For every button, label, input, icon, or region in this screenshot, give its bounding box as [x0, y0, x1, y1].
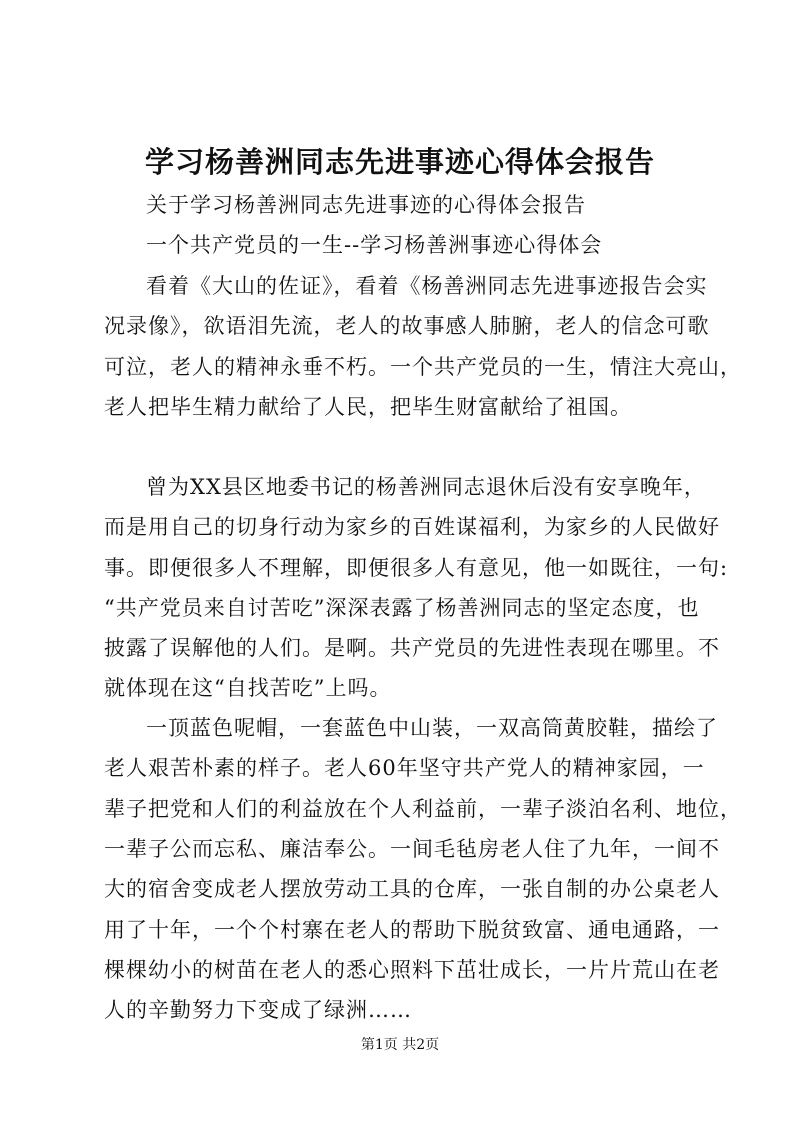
- text-line: 老人把毕生精力献给了人民，把毕生财富献给了祖国。: [104, 395, 632, 419]
- text-line: 一辈子公而忘私、廉洁奉公。一间毛毡房老人住了九年，一间不: [104, 837, 720, 861]
- text-line: 关于学习杨善洲同志先进事迹的心得体会报告: [146, 193, 586, 217]
- text-line: 曾为XX县区地委书记的杨善洲同志退休后没有安享晚年，: [146, 475, 706, 499]
- text-line: 可泣，老人的精神永垂不朽。一个共产党员的一生，情注大亮山，: [104, 355, 742, 379]
- text-line: 披露了误解他的人们。是啊。共产党员的先进性表现在哪里。不: [104, 636, 720, 660]
- text-line: 就体现在这“自找苦吃”上吗。: [104, 676, 392, 700]
- text-line: 事。即便很多人不理解，即便很多人有意见，他一如既往，一句:: [104, 556, 729, 580]
- text-line: 大的宿舍变成老人摆放劳动工具的仓库，一张自制的办公桌老人: [104, 877, 720, 901]
- text-line: 老人艰苦朴素的样子。老人60年坚守共产党人的精神家园，一: [104, 756, 705, 780]
- document-title: 学习杨善洲同志先进事迹心得体会报告: [144, 145, 655, 179]
- text-line: “共产党员来自讨苦吃”深深表露了杨善洲同志的坚定态度，也: [104, 596, 700, 620]
- text-line: 一个共产党员的一生--学习杨善洲事迹心得体会: [146, 233, 603, 257]
- text-line: 而是用自己的切身行动为家乡的百姓谋福利，为家乡的人民做好: [104, 515, 720, 539]
- text-line: 况录像》，欲语泪先流，老人的故事感人肺腑，老人的信念可歌: [104, 314, 710, 338]
- text-line: 棵棵幼小的树苗在老人的悉心照料下茁壮成长，一片片荒山在老: [104, 958, 720, 982]
- text-line: 看着《大山的佐证》，看着《杨善洲同志先进事迹报告会实: [146, 274, 708, 298]
- text-line: 辈子把党和人们的利益放在个人利益前，一辈子淡泊名利、地位，: [104, 797, 742, 821]
- text-line: 人的辛勤努力下变成了绿洲……: [104, 998, 412, 1022]
- page-number-footer: 第1页 共2页: [360, 1037, 440, 1053]
- text-line: 一顶蓝色呢帽，一套蓝色中山装，一双高筒黄胶鞋，描绘了: [146, 716, 718, 740]
- text-line: 用了十年，一个个村寨在老人的帮助下脱贫致富、通电通路，一: [104, 918, 720, 942]
